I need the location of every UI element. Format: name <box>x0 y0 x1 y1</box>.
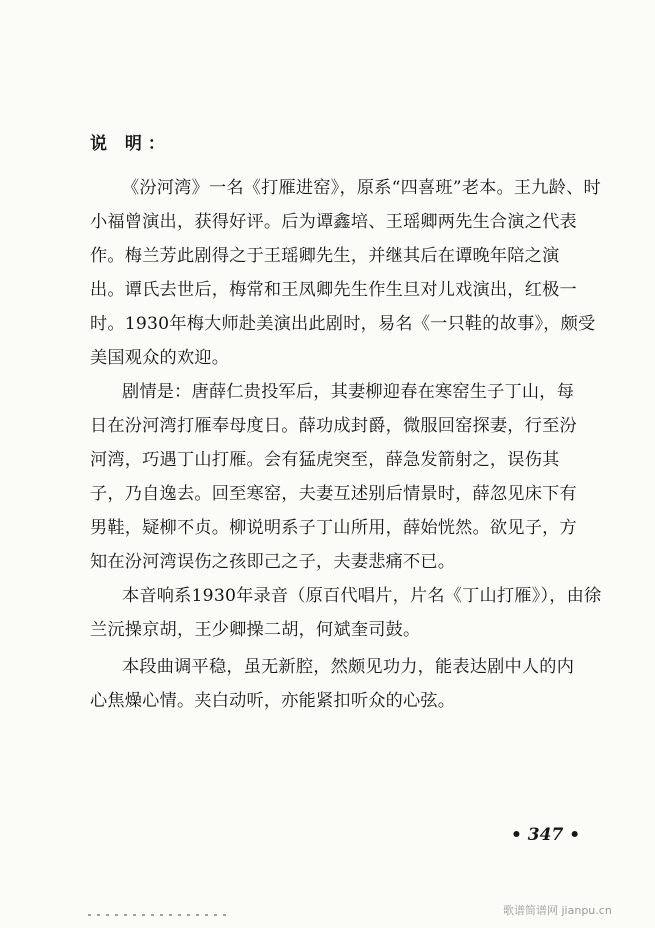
text-line: 美国观众的欢迎。 <box>90 348 230 368</box>
text-line: 本音响系1930年录音（原百代唱片，片名《丁山打雁》），由徐 <box>122 586 602 606</box>
text-line: 男鞋，疑柳不贞。柳说明系子丁山所用，薛始恍然。欲见子，方 <box>90 518 577 538</box>
site-watermark: 歌谱简谱网 jianpu.cn <box>503 904 612 917</box>
text-line: 日在汾河湾打雁奉母度日。薛功成封爵，微服回窑探妻，行至汾 <box>90 416 577 436</box>
text-line: 时。1930年梅大师赴美演出此剧时，易名《一只鞋的故事》，颇受 <box>90 314 596 334</box>
text-line: 河湾，巧遇丁山打雁。会有猛虎突至，薛急发箭射之，误伤其 <box>90 450 560 470</box>
text-line: 子，乃自逸去。回至寒窑，夫妻互述别后情景时，薛忽见床下有 <box>90 484 577 504</box>
text-line: 作。梅兰芳此剧得之于王瑶卿先生，并继其后在谭晚年陪之演 <box>90 246 560 266</box>
text-line: 《汾河湾》一名《打雁进窑》，原系“四喜班”老本。王九龄、时 <box>122 178 601 198</box>
page-number: • 347 • <box>511 825 581 845</box>
text-line: 知在汾河湾误伤之孩即己之子，夫妻悲痛不已。 <box>90 552 456 572</box>
text-line: 小福曾演出，获得好评。后为谭鑫培、王瑶卿两先生合演之代表 <box>90 212 577 232</box>
text-line: 剧情是：唐薛仁贵投军后，其妻柳迎春在寒窑生子丁山，每 <box>122 382 575 402</box>
scan-artifact <box>88 914 228 916</box>
text-line: 本段曲调平稳，虽无新腔，然颇见功力，能表达剧中人的内 <box>122 657 575 677</box>
text-line: 兰沅操京胡，王少卿操二胡，何斌奎司鼓。 <box>90 620 421 640</box>
text-line: 心焦燥心情。夹白动听，亦能紧扣听众的心弦。 <box>90 691 456 711</box>
text-line: 出。谭氏去世后，梅常和王凤卿先生作生旦对儿戏演出，红极一 <box>90 280 577 300</box>
section-heading: 说 明： <box>90 134 171 154</box>
